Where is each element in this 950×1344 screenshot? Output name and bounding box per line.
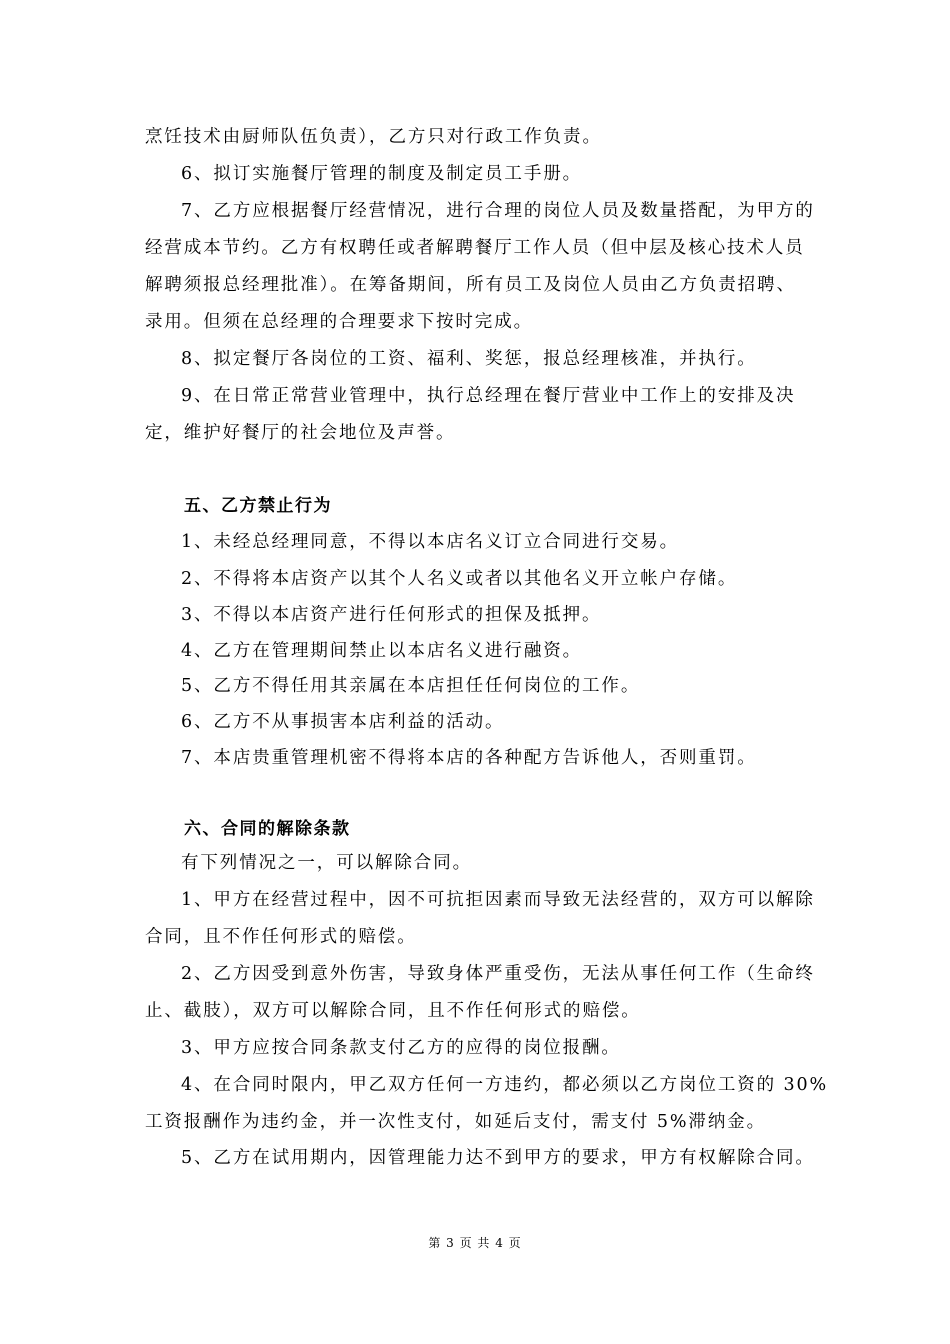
paragraph-line: 录用。但须在总经理的合理要求下按时完成。 — [145, 312, 533, 332]
paragraph-line: 4、乙方在管理期间禁止以本店名义进行融资。 — [181, 641, 583, 661]
paragraph-line: 合同，且不作任何形式的赔偿。 — [145, 927, 417, 947]
paragraph-line: 1、未经总经理同意，不得以本店名义订立合同进行交易。 — [181, 532, 680, 552]
paragraph-line: 2、乙方因受到意外伤害，导致身体严重受伤，无法从事任何工作（生命终 — [181, 964, 815, 984]
paragraph-line: 止、截肢），双方可以解除合同，且不作任何形式的赔偿。 — [145, 1001, 641, 1021]
section-heading: 六、合同的解除条款 — [184, 819, 351, 839]
paragraph-line: 3、不得以本店资产进行任何形式的担保及抵押。 — [181, 605, 602, 625]
paragraph-line: 解聘须报总经理批准）。在筹备期间，所有员工及岗位人员由乙方负责招聘、 — [145, 275, 796, 295]
paragraph-line: 8、拟定餐厅各岗位的工资、福利、奖惩，报总经理核准，并执行。 — [181, 349, 757, 369]
paragraph-line: 6、乙方不从事损害本店利益的活动。 — [181, 712, 505, 732]
paragraph-line: 9、在日常正常营业管理中，执行总经理在餐厅营业中工作上的安排及决 — [181, 386, 796, 406]
paragraph-line: 1、甲方在经营过程中，因不可抗拒因素而导致无法经营的，双方可以解除 — [181, 890, 815, 910]
paragraph-line: 经营成本节约。乙方有权聘任或者解聘餐厅工作人员（但中层及核心技术人员 — [145, 238, 805, 258]
section-heading: 五、乙方禁止行为 — [184, 496, 332, 516]
paragraph-line: 有下列情况之一，可以解除合同。 — [181, 853, 472, 873]
paragraph-line: 工资报酬作为违约金，并一次性支付，如延后支付，需支付 5%滞纳金。 — [145, 1112, 767, 1132]
paragraph-line: 7、本店贵重管理机密不得将本店的各种配方告诉他人，否则重罚。 — [181, 748, 757, 768]
paragraph-line: 5、乙方不得任用其亲属在本店担任任何岗位的工作。 — [181, 676, 641, 696]
paragraph-line: 4、在合同时限内，甲乙双方任何一方违约，都必须以乙方岗位工资的 30% — [181, 1075, 829, 1095]
paragraph-line: 3、甲方应按合同条款支付乙方的应得的岗位报酬。 — [181, 1038, 621, 1058]
paragraph-line: 定，维护好餐厅的社会地位及声誉。 — [145, 423, 456, 443]
paragraph-line: 6、拟订实施餐厅管理的制度及制定员工手册。 — [181, 164, 583, 184]
paragraph-line: 烹饪技术由厨师队伍负责），乙方只对行政工作负责。 — [145, 127, 602, 147]
page-number-footer: 第 3 页 共 4 页 — [428, 1236, 522, 1250]
paragraph-line: 7、乙方应根据餐厅经营情况，进行合理的岗位人员及数量搭配，为甲方的 — [181, 201, 815, 221]
paragraph-line: 5、乙方在试用期内，因管理能力达不到甲方的要求，甲方有权解除合同。 — [181, 1148, 815, 1168]
paragraph-line: 2、不得将本店资产以其个人名义或者以其他名义开立帐户存储。 — [181, 569, 738, 589]
